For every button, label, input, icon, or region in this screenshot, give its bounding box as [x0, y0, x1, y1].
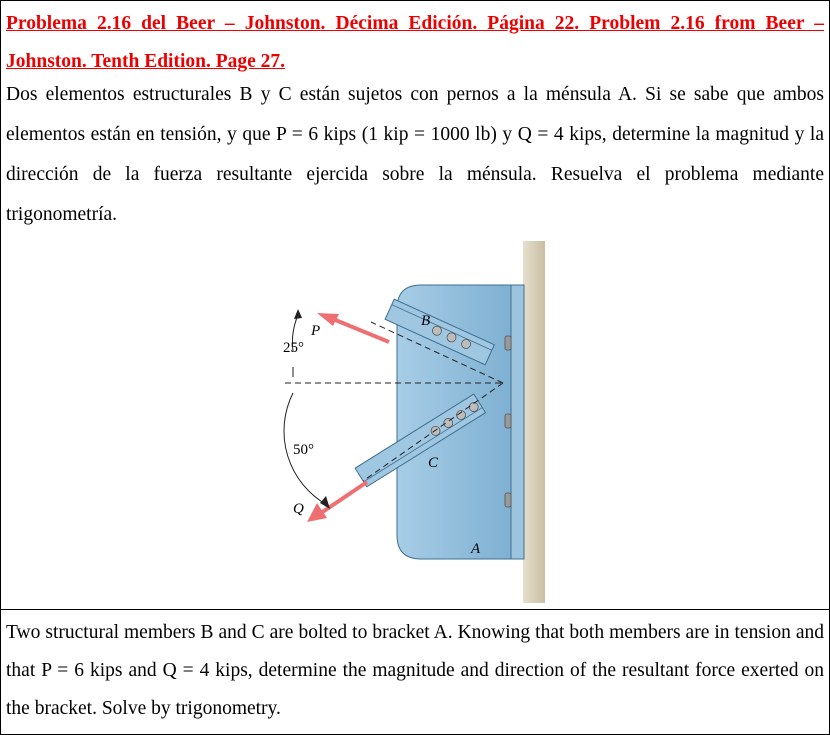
label-q: Q — [293, 501, 304, 517]
angle-p-arrowhead — [294, 309, 302, 319]
label-a: A — [471, 541, 481, 557]
bracket-flange — [511, 285, 524, 559]
force-p-arrow — [317, 313, 389, 342]
bracket-diagram — [271, 237, 561, 605]
wall — [523, 241, 545, 603]
angle-q-label: 50° — [293, 442, 314, 458]
angle-q-arrowhead — [320, 496, 330, 509]
bracket-figure — [271, 237, 561, 605]
label-c: C — [428, 455, 439, 471]
label-b: B — [421, 313, 431, 329]
force-q-arrow — [307, 482, 367, 522]
english-statement: Two structural members B and C are bolted to bracket A. Knowing that both members are in tension and that P = 6 kips and Q = 4 kips, determine the magnitude and direction of the resultant force exerted on the bracket. Solve by trigonometry. — [6, 622, 824, 719]
problem-cell — [1, 1, 829, 609]
label-p: P — [311, 323, 321, 339]
angle-p-label: 25° — [283, 340, 304, 356]
english-cell — [1, 610, 829, 734]
problem-title: Problema 2.16 del Beer – Johnston. Décima Edición. Página 22. Problem 2.16 from Beer –Johnston. Tenth Edition. Page 27. — [6, 13, 824, 72]
spanish-statement: Dos elementos estructurales B y C están sujetos con pernos a la ménsula A. Si se sabe que ambos elementos están en tensión, y que P = 6 kips (1 kip = 1000 lb) y Q = 4 kips, determine la magnitud y la dirección de la fuerza resultante ejercida sobre la ménsula. Resuelva el problema mediante trigonometría. — [6, 84, 824, 225]
